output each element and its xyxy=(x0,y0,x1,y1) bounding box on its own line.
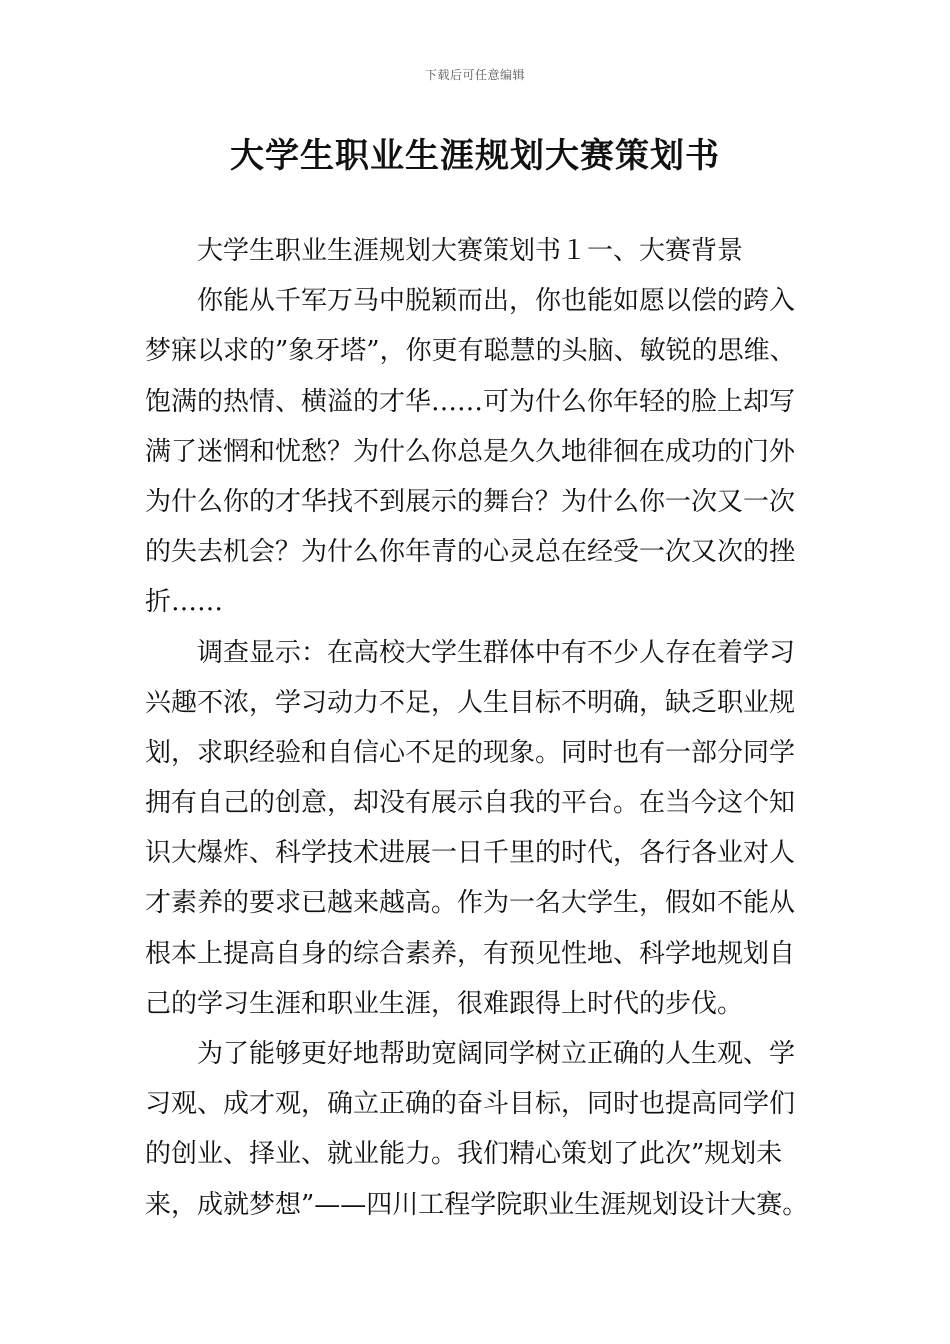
body-text xyxy=(145,226,825,1230)
text-line: 兴趣不浓，学习动力不足，人生目标不明确，缺乏职业规 xyxy=(145,687,796,718)
text-line: 划，求职经验和自信心不足的现象。同时也有一部分同学 xyxy=(145,737,796,768)
text-line: 己的学习生涯和职业生涯，很难跟得上时代的步伐。 xyxy=(145,988,744,1019)
text-line: 的失去机会？为什么你年青的心灵总在经受一次又次的挫 xyxy=(145,537,796,568)
text-line: 根本上提高自身的综合素养，有预见性地、科学地规划自 xyxy=(145,938,796,969)
text-line: 来，成就梦想”——四川工程学院职业生涯规划设计大赛。 xyxy=(145,1189,809,1220)
text-line: 饱满的热情、横溢的才华……可为什么你年轻的脸上却写 xyxy=(145,386,796,417)
text-line: 为什么你的才华找不到展示的舞台？为什么你一次又一次 xyxy=(145,486,796,517)
text-line: 你能从千军万马中脱颖而出，你也能如愿以偿的跨入 xyxy=(197,286,796,317)
text-line: 习观、成才观，确立正确的奋斗目标，同时也提高同学们 xyxy=(145,1089,796,1120)
document-title: 大学生职业生涯规划大赛策划书 xyxy=(230,136,720,176)
text-line: 为了能够更好地帮助宽阔同学树立正确的人生观、学 xyxy=(197,1039,796,1069)
text-line: 满了迷惘和忧愁？为什么你总是久久地徘徊在成功的门外 xyxy=(145,436,796,467)
text-line: 识大爆炸、科学技术进展一日千里的时代，各行各业对人 xyxy=(145,838,796,869)
text-line: 梦寐以求的”象牙塔”，你更有聪慧的头脑、敏锐的思维、 xyxy=(145,336,796,367)
text-line: 拥有自己的创意，却没有展示自我的平台。在当今这个知 xyxy=(145,788,796,819)
text-line: 大学生职业生涯规划大赛策划书１一、大赛背景 xyxy=(197,236,744,266)
text-line: 调查显示：在高校大学生群体中有不少人存在着学习 xyxy=(197,637,796,668)
header-note: 下载后可任意编辑 xyxy=(424,68,525,82)
text-line: 的创业、择业、就业能力。我们精心策划了此次”规划未 xyxy=(145,1139,783,1170)
text-line: 折…… xyxy=(145,587,224,618)
text-line: 才素养的要求已越来越高。作为一名大学生，假如不能从 xyxy=(145,888,796,919)
